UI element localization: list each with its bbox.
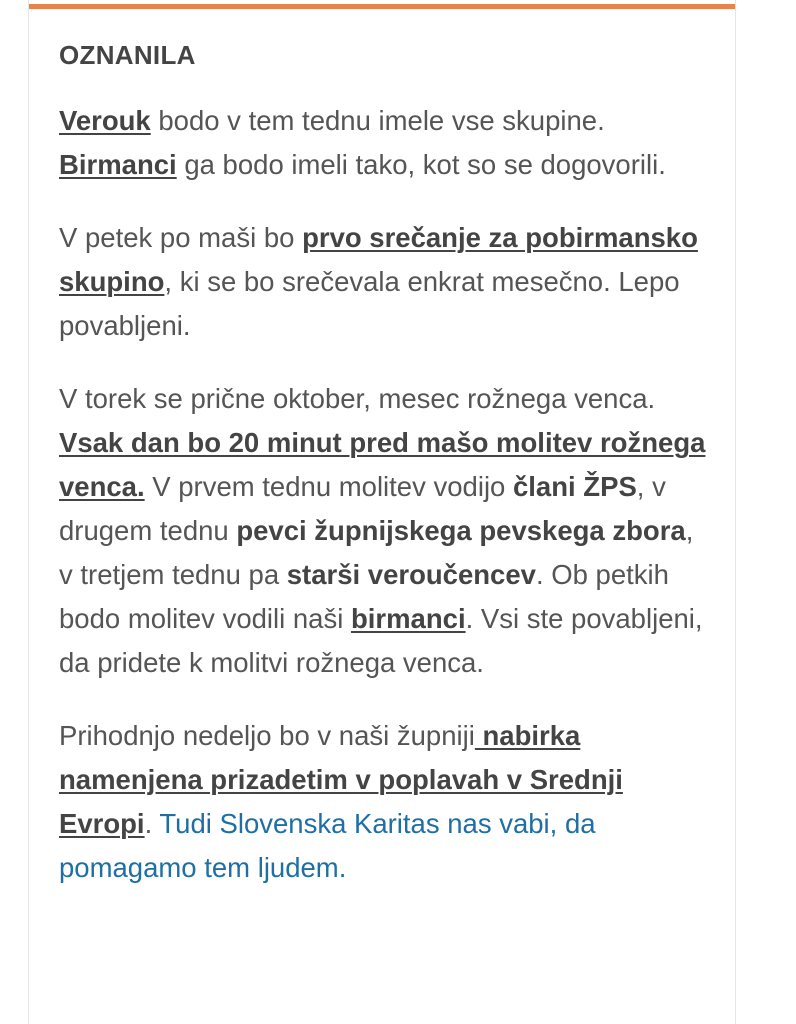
section-heading: OZNANILA — [59, 40, 196, 70]
birmanci-friday-emphasis: birmanci — [350, 603, 466, 634]
zps-emphasis: člani ŽPS — [513, 471, 637, 502]
paragraph-nabirka — [59, 714, 709, 890]
paragraph-text: , v tretjem tednu pa — [59, 515, 694, 590]
paragraph-text: bodo v tem tednu imele vse skupine. — [150, 105, 605, 136]
paragraph-text: V petek po maši bo — [59, 222, 303, 253]
paragraph-text: Prihodnjo nedeljo bo v naši župniji — [59, 720, 475, 751]
announcement-content — [59, 40, 709, 919]
paragraph-pobirmanska — [59, 216, 709, 348]
paragraph-text: V torek se prične oktober, mesec rožnega venca. — [59, 383, 656, 414]
paragraph-text: . — [144, 808, 160, 839]
paragraph-text: , ki se bo srečevala enkrat mesečno. Lepo povabljeni. — [59, 266, 680, 341]
collection-emphasis: nabirka namenjena prizadetim v poplavah v Srednji Evropi — [59, 720, 623, 839]
karitas-link[interactable]: Tudi Slovenska Karitas nas vabi, da pomagamo tem ljudem. — [59, 808, 596, 883]
announcement-card — [28, 0, 736, 1024]
meeting-emphasis: prvo srečanje za pobirmansko skupino — [59, 222, 698, 297]
verouk-emphasis: Verouk — [59, 105, 151, 136]
prayer-emphasis: Vsak dan bo 20 minut pred mašo molitev rožnega venca. — [59, 427, 706, 502]
paragraph-text: V prvem tednu molitev vodijo — [144, 471, 513, 502]
choir-emphasis: pevci župnijskega pevskega zbora — [236, 515, 686, 546]
paragraph-text: ga bodo imeli tako, kot so se dogovorili. — [176, 149, 666, 180]
paragraph-text: . Ob petkih bodo molitev vodili naši — [59, 559, 669, 634]
paragraph-text: . Vsi ste povabljeni, da pridete k molitvi rožnega venca. — [59, 603, 703, 678]
paragraph-verouk — [59, 99, 709, 187]
birmanci-emphasis: Birmanci — [59, 149, 177, 180]
paragraph-text: , v drugem tednu — [59, 471, 666, 546]
paragraph-rozni-venec — [59, 377, 709, 685]
accent-bar — [29, 4, 735, 9]
parents-emphasis: starši veroučencev — [286, 559, 536, 590]
